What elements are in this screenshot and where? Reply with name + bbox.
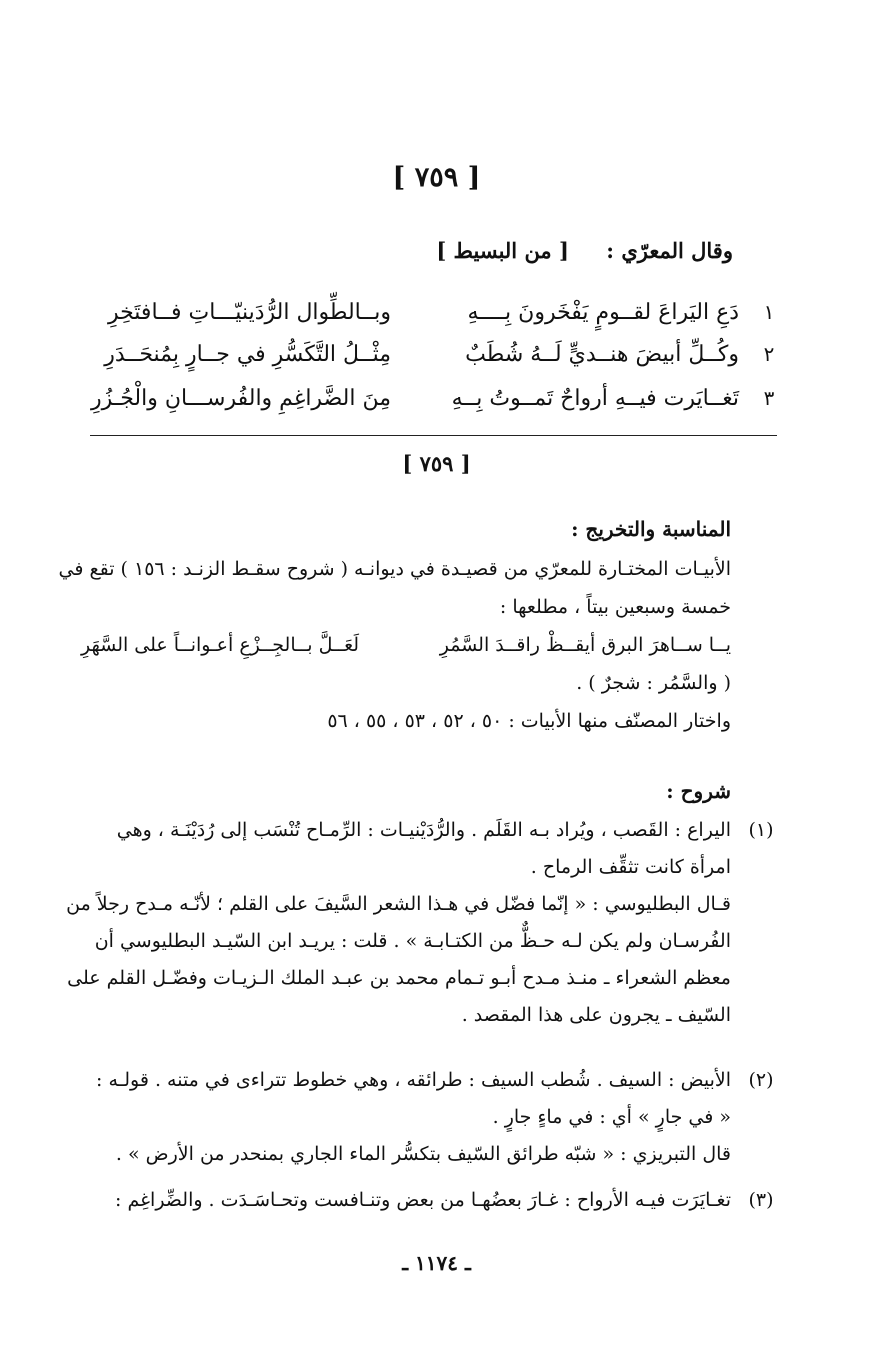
verse-2 bbox=[81, 342, 781, 380]
verse-1 bbox=[81, 300, 781, 338]
takhrij-line: خمسة وسبعين بيتاً ، مطلعها : bbox=[499, 596, 731, 618]
verse-second-hemistich: مِنَ الضَّراغِمِ والفُرســـانِ والْجُـزُرِ bbox=[91, 386, 391, 411]
verse-second-hemistich: مِثْــلُ التَّكَسُّرِ في جــارٍ بِمُنحَــدَرِ bbox=[104, 342, 391, 367]
takhrij-body bbox=[58, 550, 731, 740]
verse-first-hemistich: تَغــايَرت فيــهِ أرواحٌ تَمــوتُ بِــهِ bbox=[451, 386, 739, 411]
note-line: « في جارٍ » أي : في ماءٍ جارٍ . bbox=[492, 1106, 731, 1128]
note-line: قال التبريزي : « شبّه طرائق السّيف بتكسُّر الماء الجاري بمنحدر من الأرض » . bbox=[115, 1143, 731, 1165]
verse-first-hemistich: دَعِ اليَراعَ لقــومٍ يَفْخَرونَ بِــــهِ bbox=[467, 300, 739, 325]
takhrij-line: واختار المصنّف منها الأبيات : ٥٠ ، ٥٢ ، ٥٣ ، ٥٥ ، ٥٦ bbox=[327, 710, 731, 732]
note-line: الفُرسـان ولم يكن لـه حـظٌّ من الكتـابـة » . قلت : يريـد ابن السّيـد البطليوسي أن bbox=[94, 930, 731, 952]
poem-meter: [ من البسيط ] bbox=[436, 238, 569, 263]
note-line: تغـايَرَت فيـه الأرواح : غـارَ بعضُهـا من بعض وتنـافست وتحـاسَـدَت . والضِّراغِم : bbox=[115, 1189, 731, 1211]
note-line: السّيف ـ يجرون على هذا المقصد . bbox=[461, 1004, 731, 1026]
matla-verse bbox=[81, 626, 731, 664]
verse-number: ٣ bbox=[763, 386, 775, 410]
note-number: (١) bbox=[748, 819, 774, 841]
shuruh-section bbox=[86, 772, 731, 810]
verse-3 bbox=[81, 386, 781, 424]
shuruh-heading: شروح : bbox=[666, 779, 731, 803]
note-line: اليراع : القَصب ، ويُراد بـه القَلَم . والرُّدَيْنيـات : الرِّمـاح تُنْسَب إلى رُدَيْنَـة ، وهي bbox=[116, 819, 731, 841]
takhrij-line: ( والسَّمُر : شجرٌ ) . bbox=[576, 672, 731, 694]
takhrij-line: الأبيـات المختـارة للمعرّي من قصيـدة في ديوانـه ( شروح سقـط الزنـد : ١٥٦ ) تقع في bbox=[58, 558, 731, 580]
poet-attribution: وقال المعرّي : bbox=[606, 238, 733, 263]
verse-first-hemistich: وكُــلِّ أبيضَ هنــديٍّ لَــهُ شُطَبٌ bbox=[465, 342, 739, 367]
footnote-divider bbox=[90, 435, 777, 436]
note-1 bbox=[66, 812, 781, 1034]
verse-number: ٢ bbox=[763, 342, 775, 366]
note-3 bbox=[86, 1182, 781, 1219]
matla-second-hemistich: لَعَــلَّ بــالجِــزْعِ أعـوانــاً على السَّهَرِ bbox=[81, 634, 360, 656]
note-number: (٢) bbox=[748, 1069, 774, 1091]
note-line: معظم الشعراء ـ منـذ مـدح أبـو تـمام محمد بن عبـد الملك الـزيـات وفضّـل القلم على bbox=[67, 967, 731, 989]
note-number: (٣) bbox=[748, 1189, 774, 1211]
note-line: الأبيض : السيف . شُطب السيف : طرائقه ، وهي خطوط تتراءى في متنه . قولـه : bbox=[96, 1069, 731, 1091]
note-line: قـال البطليوسي : « إنّما فضّل في هـذا الشعر السَّيفَ على القلم ؛ لأنّـه مـدح رجلاً من bbox=[66, 893, 731, 915]
note-line: امرأة كانت تثقِّف الرماح . bbox=[530, 856, 731, 878]
verse-second-hemistich: وبــالطِّوال الرُّدَينيّـــاتِ فــافتَخِرِ bbox=[107, 300, 391, 325]
verse-number: ١ bbox=[763, 300, 775, 324]
commentary-poem-number: [ ٧٥٩ ] bbox=[402, 451, 471, 476]
matla-first-hemistich: يــا ســاهرَ البرق أيقــظْ راقــدَ السَّمُرِ bbox=[439, 634, 731, 656]
poem-intro bbox=[436, 238, 733, 263]
poem-number: [ ٧٥٩ ] bbox=[392, 162, 481, 193]
page-number: ـ ١١٧٤ ـ bbox=[402, 1251, 471, 1275]
takhrij-section bbox=[86, 510, 731, 548]
note-2 bbox=[86, 1062, 781, 1173]
takhrij-heading: المناسبة والتخريج : bbox=[571, 517, 731, 541]
